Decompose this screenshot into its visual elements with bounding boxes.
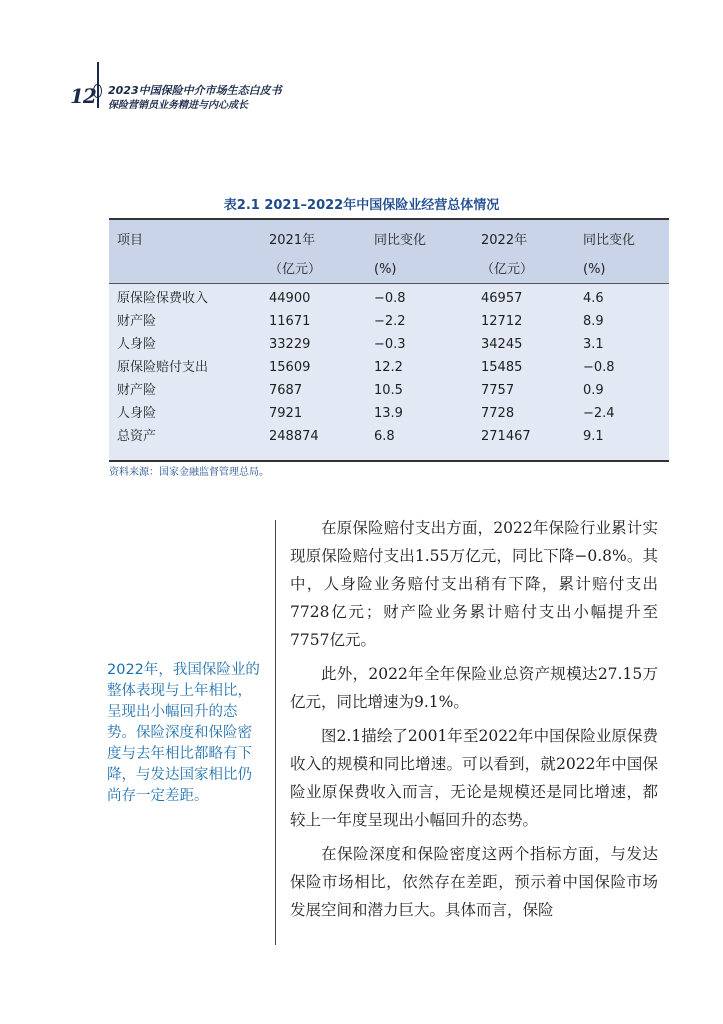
table-cell: 7728 [481,406,515,421]
table-cell: 6.8 [374,429,395,444]
body-paragraph: 图2.1描绘了2001年至2022年中国保险业原保费收入的规模和同比增速。可以看到，就2022年中国保险业原保费收入而言，无论是规模还是同比增速，都较上一年度呈现出小幅回升的态势。 [290,727,658,829]
table-cell: 7687 [269,383,303,398]
table-cell: 12.2 [374,360,403,375]
table-cell: 4.6 [583,291,604,306]
table-cell: 12712 [481,314,523,329]
table-cell: 33229 [269,337,311,352]
table-cell: −2.2 [374,314,406,329]
table-cell: 原保险保费收入 [117,291,209,306]
table-cell: 财产险 [117,314,157,329]
table-caption: 表2.1 2021–2022年中国保险业经营总体情况 [223,198,500,213]
header-yoy-2021-unit: (%) [374,262,397,277]
table-cell: 10.5 [374,383,403,398]
header-2021: 2021年 [269,233,316,248]
header-yoy-2021: 同比变化 [374,233,427,248]
table-cell: 13.9 [374,406,403,421]
table-source-note: 资料来源：国家金融监督管理总局。 [109,467,269,478]
chapter-title: 保险营销员业务精进与内心成长 [108,100,248,111]
table-cell: 8.9 [583,314,604,329]
table-header [109,220,669,284]
table-cell: −0.3 [374,337,406,352]
header-ornament [92,62,104,108]
table-cell: 财产险 [117,383,157,398]
table-cell: −2.4 [583,406,615,421]
header-2022: 2022年 [481,233,528,248]
table-cell: −0.8 [374,291,406,306]
table-cell: 人身险 [117,406,157,421]
header-yoy-2022-unit: (%) [583,262,606,277]
table-cell: 46957 [481,291,523,306]
table-cell: 0.9 [583,383,604,398]
header-item: 项目 [117,233,144,248]
header-2021-unit: （亿元） [269,262,322,277]
table-cell: 15485 [481,360,523,375]
page-number: 12 [70,84,96,108]
table-cell: 15609 [269,360,311,375]
table-body [109,284,669,460]
table-cell: 人身险 [117,337,157,352]
table-cell: 3.1 [583,337,604,352]
sidebar-divider [275,520,276,945]
body-paragraph: 在原保险赔付支出方面，2022年保险行业累计实现原保险赔付支出1.55万亿元，同比下降−0.8%。其中，人身险业务赔付支出稍有下降，累计赔付支出7728亿元；财产险业务累计赔付支出小幅提升至7757亿元。 [290,519,658,649]
table-cell: 9.1 [583,429,604,444]
table-cell: 34245 [481,337,523,352]
table-cell: 248874 [269,429,319,444]
table-cell: −0.8 [583,360,615,375]
sidebar-callout [107,660,265,807]
table-cell: 7757 [481,383,515,398]
table-cell: 44900 [269,291,311,306]
sidebar-text: 2022年，我国保险业的整体表现与上年相比，呈现出小幅回升的态势。保险深度和保险密度与去年相比都略有下降，与发达国家相比仍尚存一定差距。 [107,662,260,804]
header-2022-unit: （亿元） [481,262,534,277]
body-paragraph: 在保险深度和保险密度这两个指标方面，与发达保险市场相比，依然存在差距，预示着中国保险市场发展空间和潜力巨大。具体而言，保险 [290,845,658,919]
body-text [290,514,658,930]
body-paragraph: 此外，2022年全年保险业总资产规模达27.15万亿元，同比增速为9.1%。 [290,665,658,711]
table-cell: 总资产 [117,429,157,444]
data-table [109,218,669,462]
header-yoy-2022: 同比变化 [583,233,636,248]
table-cell: 271467 [481,429,531,444]
table-cell: 原保险赔付支出 [117,360,209,375]
table-cell: 11671 [269,314,311,329]
table-cell: 7921 [269,406,303,421]
book-title: 2023中国保险中介市场生态白皮书 [108,84,282,97]
